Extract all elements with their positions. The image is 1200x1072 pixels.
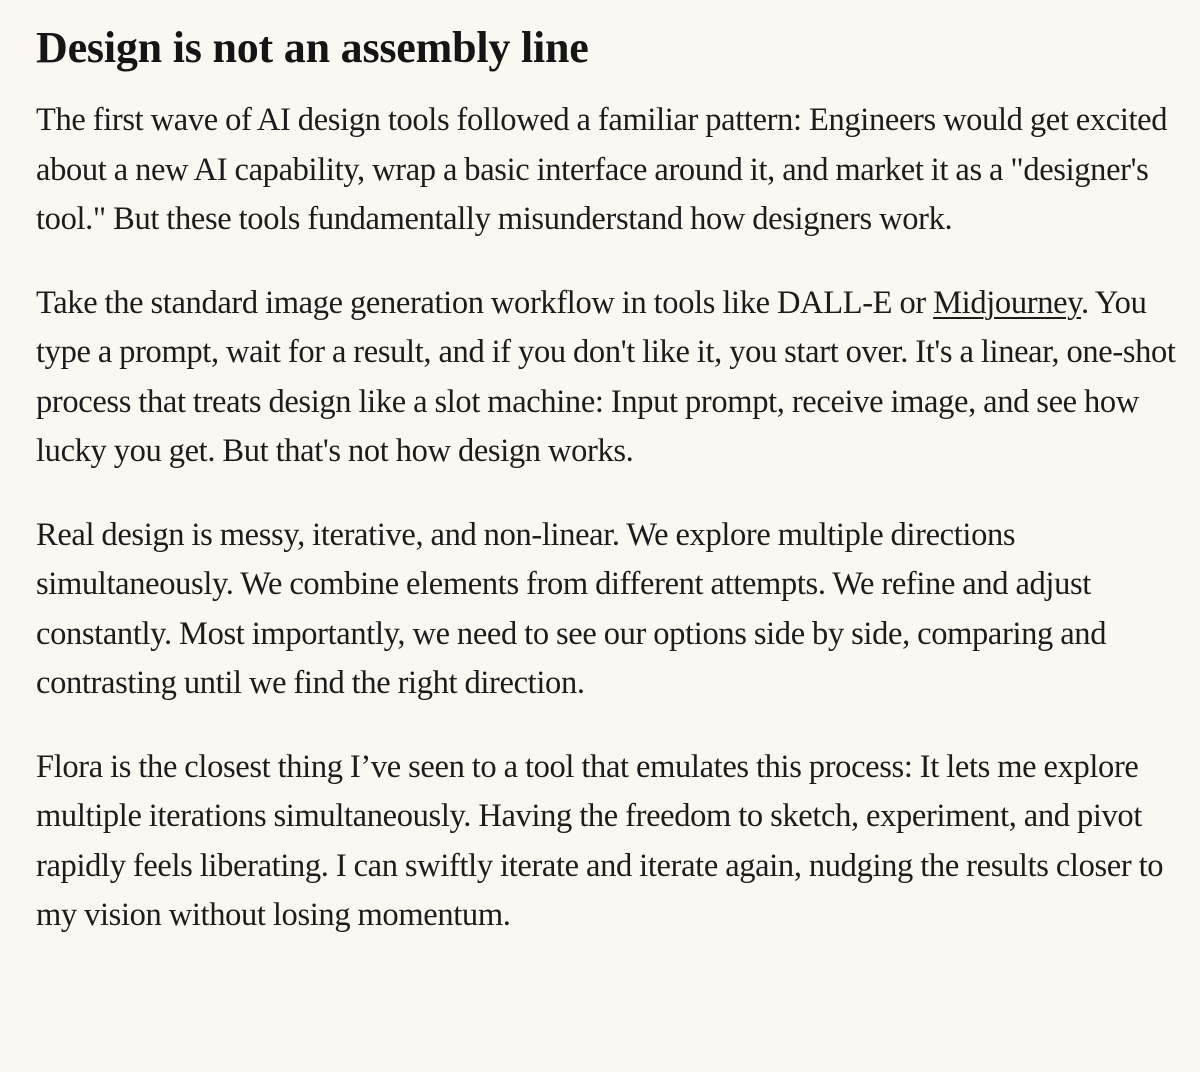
paragraph-3: Real design is messy, iterative, and non-linear. We explore multiple directions simultaneously. We combine elements from different attempts. We refine and adjust constantly. Most importantly, we need to see our options side by side, comparing and contrasting until we find the right direction.	[36, 516, 1107, 701]
paragraph-2-text-before-link: Take the standard image generation workflow in tools like DALL-E or	[36, 284, 934, 321]
paragraph-1: The first wave of AI design tools followed a familiar pattern: Engineers would get excited about a new AI capability, wrap a basic interface around it, and market it as a "designer's tool." But these tools fundamentally misunderstand how designers work.	[36, 102, 1168, 237]
paragraph-2-text-after-link: . You type a prompt, wait for a result, and if you don't like it, you start over. It's a linear, one-shot process that treats design like a slot machine: Input prompt, receive image, and see how lucky you get. But that's not how design works.	[36, 284, 1176, 469]
article-body	[36, 0, 1176, 941]
section-heading: Design is not an assembly line	[36, 23, 589, 72]
midjourney-link[interactable]: Midjourney	[933, 284, 1081, 321]
paragraph-4: Flora is the closest thing I’ve seen to a tool that emulates this process: It lets me explore multiple iterations simultaneously. Having the freedom to sketch, experiment, and pivot rapidly feels liberating. I can swiftly iterate and iterate again, nudging the results closer to my vision without losing momentum.	[36, 748, 1164, 933]
paragraph-2	[36, 279, 1176, 477]
